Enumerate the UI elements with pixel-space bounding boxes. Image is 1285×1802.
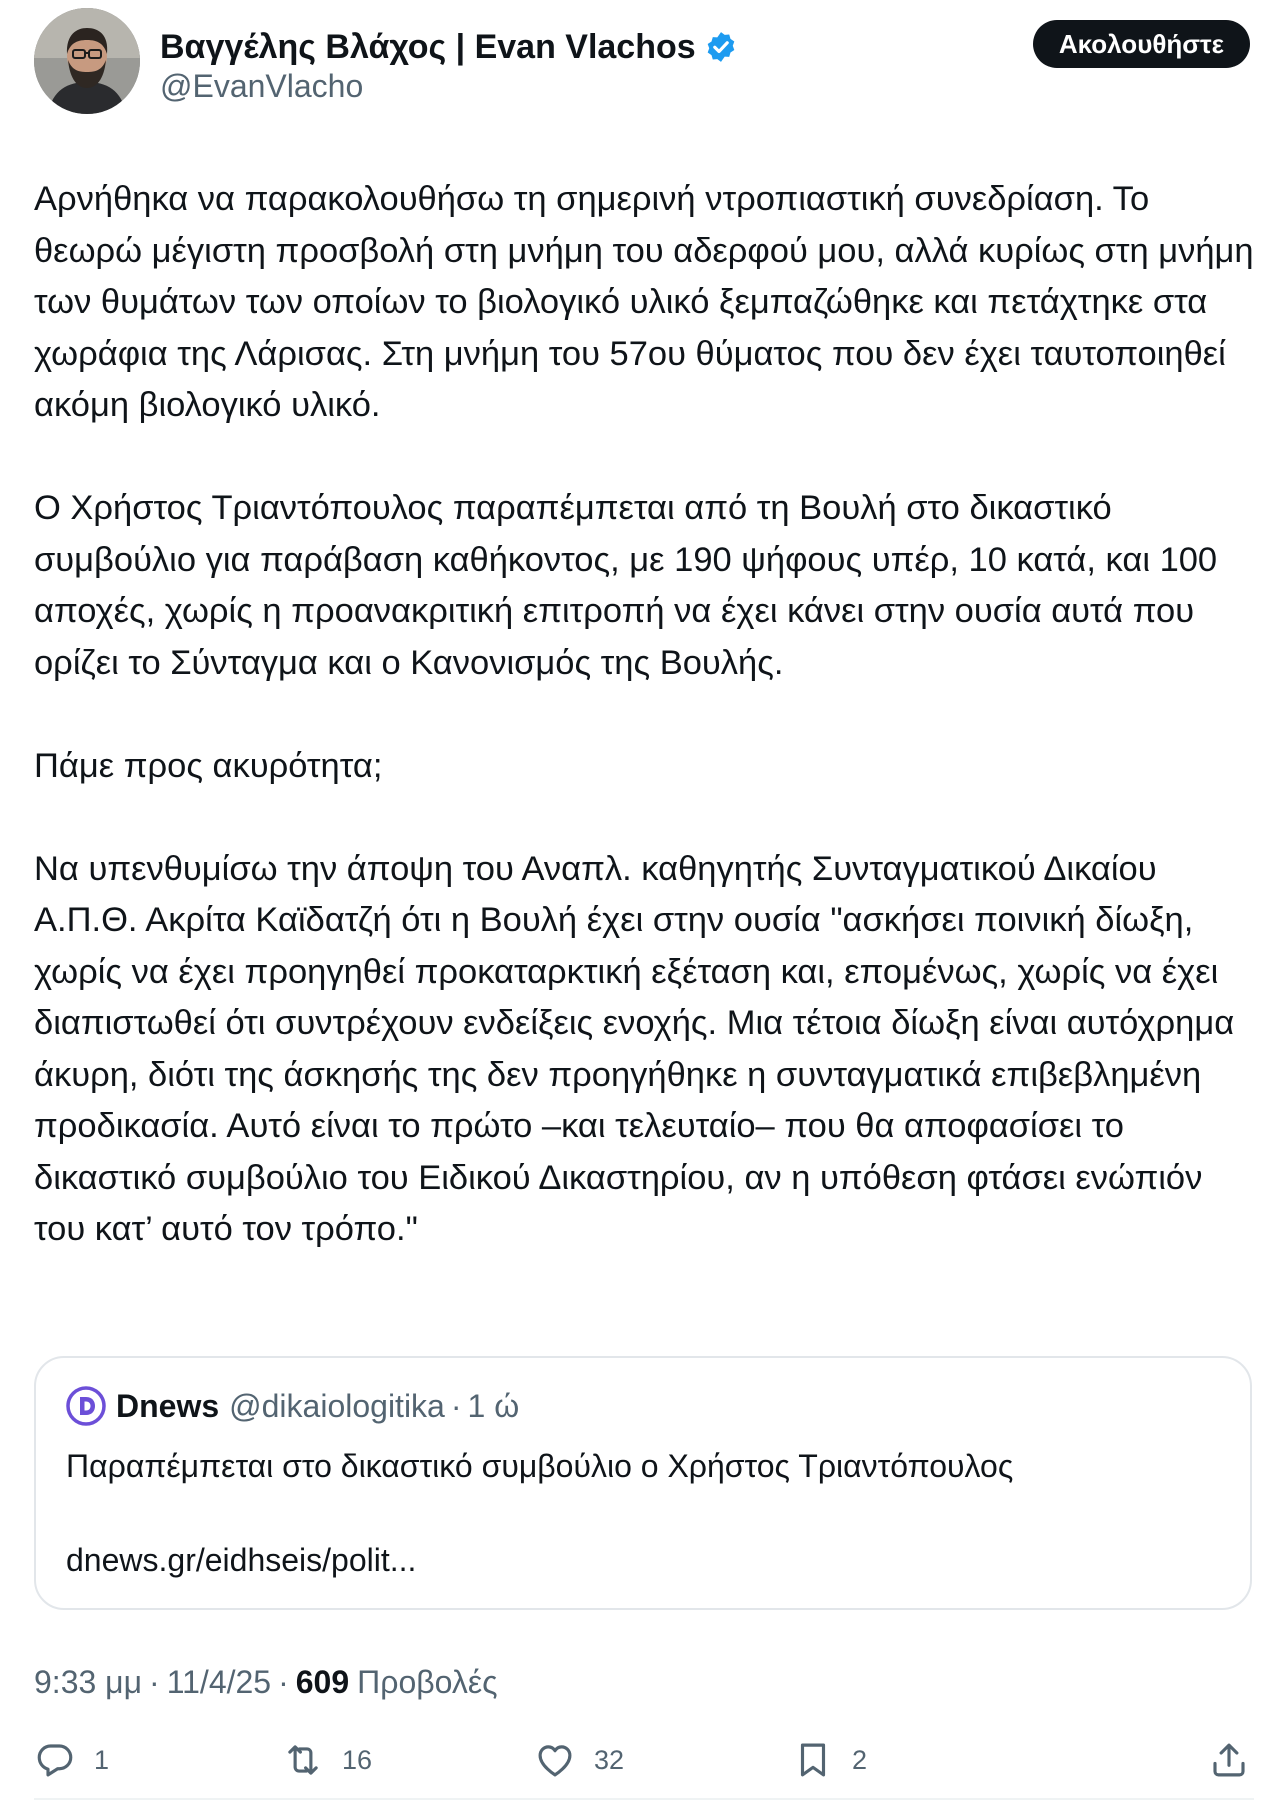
bookmark-count: 2 bbox=[852, 1744, 868, 1775]
tweet-text bbox=[34, 174, 1254, 1256]
action-bar bbox=[34, 1730, 1254, 1790]
tweet-paragraph: Να υπενθυμίσω την άποψη του Αναπλ. καθηγητής Συνταγματικού Δικαίου Α.Π.Θ. Ακρίτα Καϊδατζή ότι η Βουλή έχει στην ουσία "ασκήσει ποινική δίωξη, χωρίς να έχει προηγηθεί προκαταρκτική εξέταση και, επομένως, χωρίς να έχει διαπιστωθεί ότι συντρέχουν ενδείξεις ενοχής. Μια τέτοια δίωξη είναι αυτόχρημα άκυρη, διότι της άσκησής της δεν προηγήθηκε η συνταγματικά επιβεβλημένη προδικασία. Αυτό είναι το πρώτο –και τελευταίο– που θα αποφασίσει το δικαστικό συμβούλιο του Ειδικού Δικαστηρίου, αν η υπόθεση φτάσει ενώπιόν του κατ’ αυτό τον τρόπο." bbox=[34, 849, 1235, 1248]
quoted-timestamp[interactable]: 1 ώ bbox=[467, 1387, 520, 1424]
reply-count: 1 bbox=[94, 1744, 110, 1775]
share-button[interactable] bbox=[1208, 1730, 1250, 1790]
tweet-meta bbox=[34, 1658, 498, 1706]
quoted-author-handle[interactable]: @dikaiologitika bbox=[229, 1387, 445, 1424]
tweet-date[interactable]: 11/4/25 bbox=[166, 1663, 272, 1700]
bookmark-icon bbox=[792, 1739, 834, 1781]
avatar-photo-icon bbox=[34, 8, 140, 114]
name-row bbox=[160, 22, 738, 72]
views-label: Προβολές bbox=[357, 1663, 498, 1700]
avatar[interactable] bbox=[34, 8, 140, 114]
dot-separator: · bbox=[450, 1387, 462, 1424]
verified-badge-icon bbox=[704, 30, 738, 64]
bottom-divider bbox=[34, 1798, 1254, 1800]
author-handle[interactable]: @EvanVlacho bbox=[160, 68, 364, 104]
retweet-count: 16 bbox=[342, 1744, 373, 1775]
bookmark-button[interactable] bbox=[792, 1730, 867, 1790]
quoted-tweet-link[interactable]: dnews.gr/eidhseis/polit... bbox=[66, 1542, 417, 1578]
dnews-logo-icon bbox=[66, 1386, 106, 1426]
share-icon bbox=[1208, 1739, 1250, 1781]
quoted-tweet-card[interactable] bbox=[34, 1356, 1252, 1610]
tweet-paragraph: Πάμε προς ακυρότητα; bbox=[34, 746, 383, 785]
tweet-paragraph: Αρνήθηκα να παρακολουθήσω τη σημερινή ντροπιαστική συνεδρίαση. Το θεωρώ μέγιστη προσβολή στη μνήμη του αδερφού μου, αλλά κυρίως στη μνήμη των θυμάτων των οποίων το βιολογικό υλικό ξεμπαζώθηκε και πετάχτηκε στα χωράφια της Λάρισας. Στη μνήμη του 57ου θύματος που δεν έχει ταυτοποιηθεί ακόμη βιολογικό υλικό. bbox=[34, 180, 1254, 424]
tweet-header bbox=[34, 8, 1250, 116]
display-name[interactable]: Βαγγέλης Βλάχος | Evan Vlachos bbox=[160, 27, 696, 66]
follow-button[interactable]: Ακολουθήστε bbox=[1033, 20, 1250, 68]
quoted-tweet-text: Παραπέμπεται στο δικαστικό συμβούλιο ο Χρήστος Τριαντόπουλος bbox=[66, 1448, 1014, 1484]
like-button[interactable] bbox=[534, 1730, 624, 1790]
like-count: 32 bbox=[594, 1744, 625, 1775]
dot-separator: · bbox=[149, 1663, 160, 1700]
heart-icon bbox=[534, 1739, 576, 1781]
reply-icon bbox=[34, 1739, 76, 1781]
quoted-tweet-header bbox=[66, 1382, 519, 1430]
tweet-paragraph: Ο Χρήστος Τριαντόπουλος παραπέμπεται από τη Βουλή στο δικαστικό συμβούλιο για παράβαση καθήκοντος, με 190 ψήφους υπέρ, 10 κατά, και 100 αποχές, χωρίς η προανακριτική επιτροπή να έχει κάνει στην ουσία αυτά που ορίζει το Σύνταγμα και ο Κανονισμός της Βουλής. bbox=[34, 489, 1218, 682]
retweet-icon bbox=[282, 1739, 324, 1781]
quoted-author-name[interactable]: Dnews bbox=[116, 1387, 220, 1424]
retweet-button[interactable] bbox=[282, 1730, 372, 1790]
tweet-time[interactable]: 9:33 μμ bbox=[34, 1663, 143, 1700]
reply-button[interactable] bbox=[34, 1730, 109, 1790]
dot-separator: · bbox=[278, 1663, 289, 1700]
views-count: 609 bbox=[295, 1663, 350, 1700]
